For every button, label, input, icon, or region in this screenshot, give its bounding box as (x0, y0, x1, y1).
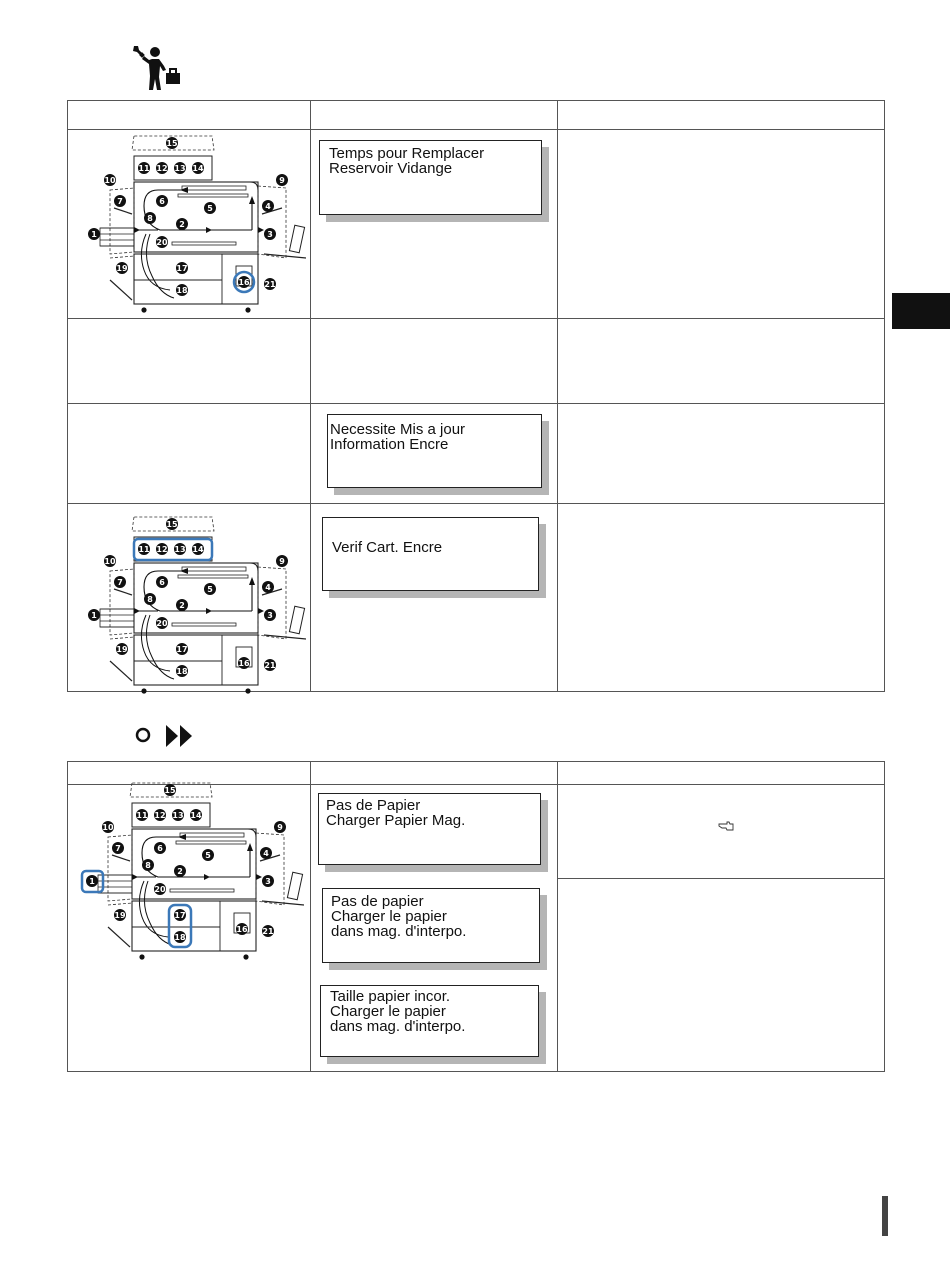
message-panel-wrong-paper-size (320, 985, 539, 1057)
message-line: Charger Papier Mag. (326, 812, 466, 829)
message-panel-update-ink-info (327, 414, 542, 488)
message-line: Charger le papier (331, 908, 447, 925)
message-line: Reservoir Vidange (329, 160, 453, 177)
printer-diagram-paper-trays (72, 777, 304, 963)
message-panel-no-paper-interposer (322, 888, 540, 963)
message-line: Necessite Mis a jour (330, 421, 466, 438)
printer-diagram-waste-tank (74, 130, 306, 316)
printer-diagram-ink-cartridges (74, 511, 306, 697)
circle-icon (134, 726, 152, 744)
technician-with-toolbox-icon (128, 44, 182, 92)
message-line: dans mag. d'interpo. (330, 1018, 466, 1035)
page-footer-bar (882, 1196, 888, 1236)
message-line: dans mag. d'interpo. (331, 923, 467, 940)
chapter-tab-marker (892, 293, 950, 329)
message-line: Charger le papier (330, 1003, 446, 1020)
message-panel-check-ink-cartridge (322, 517, 539, 591)
message-panel-no-paper-tray (318, 793, 541, 865)
message-line: Pas de papier (331, 893, 424, 910)
message-line: Temps pour Remplacer (329, 145, 485, 162)
message-line: Taille papier incor. (330, 988, 451, 1005)
hand-pointer-icon (718, 821, 734, 831)
double-forward-arrow-icon (164, 724, 198, 748)
message-line: Information Encre (330, 436, 449, 453)
message-line: Verif Cart. Encre (332, 539, 443, 556)
message-panel-replace-waste-tank (319, 140, 542, 215)
message-line: Pas de Papier (326, 797, 421, 814)
